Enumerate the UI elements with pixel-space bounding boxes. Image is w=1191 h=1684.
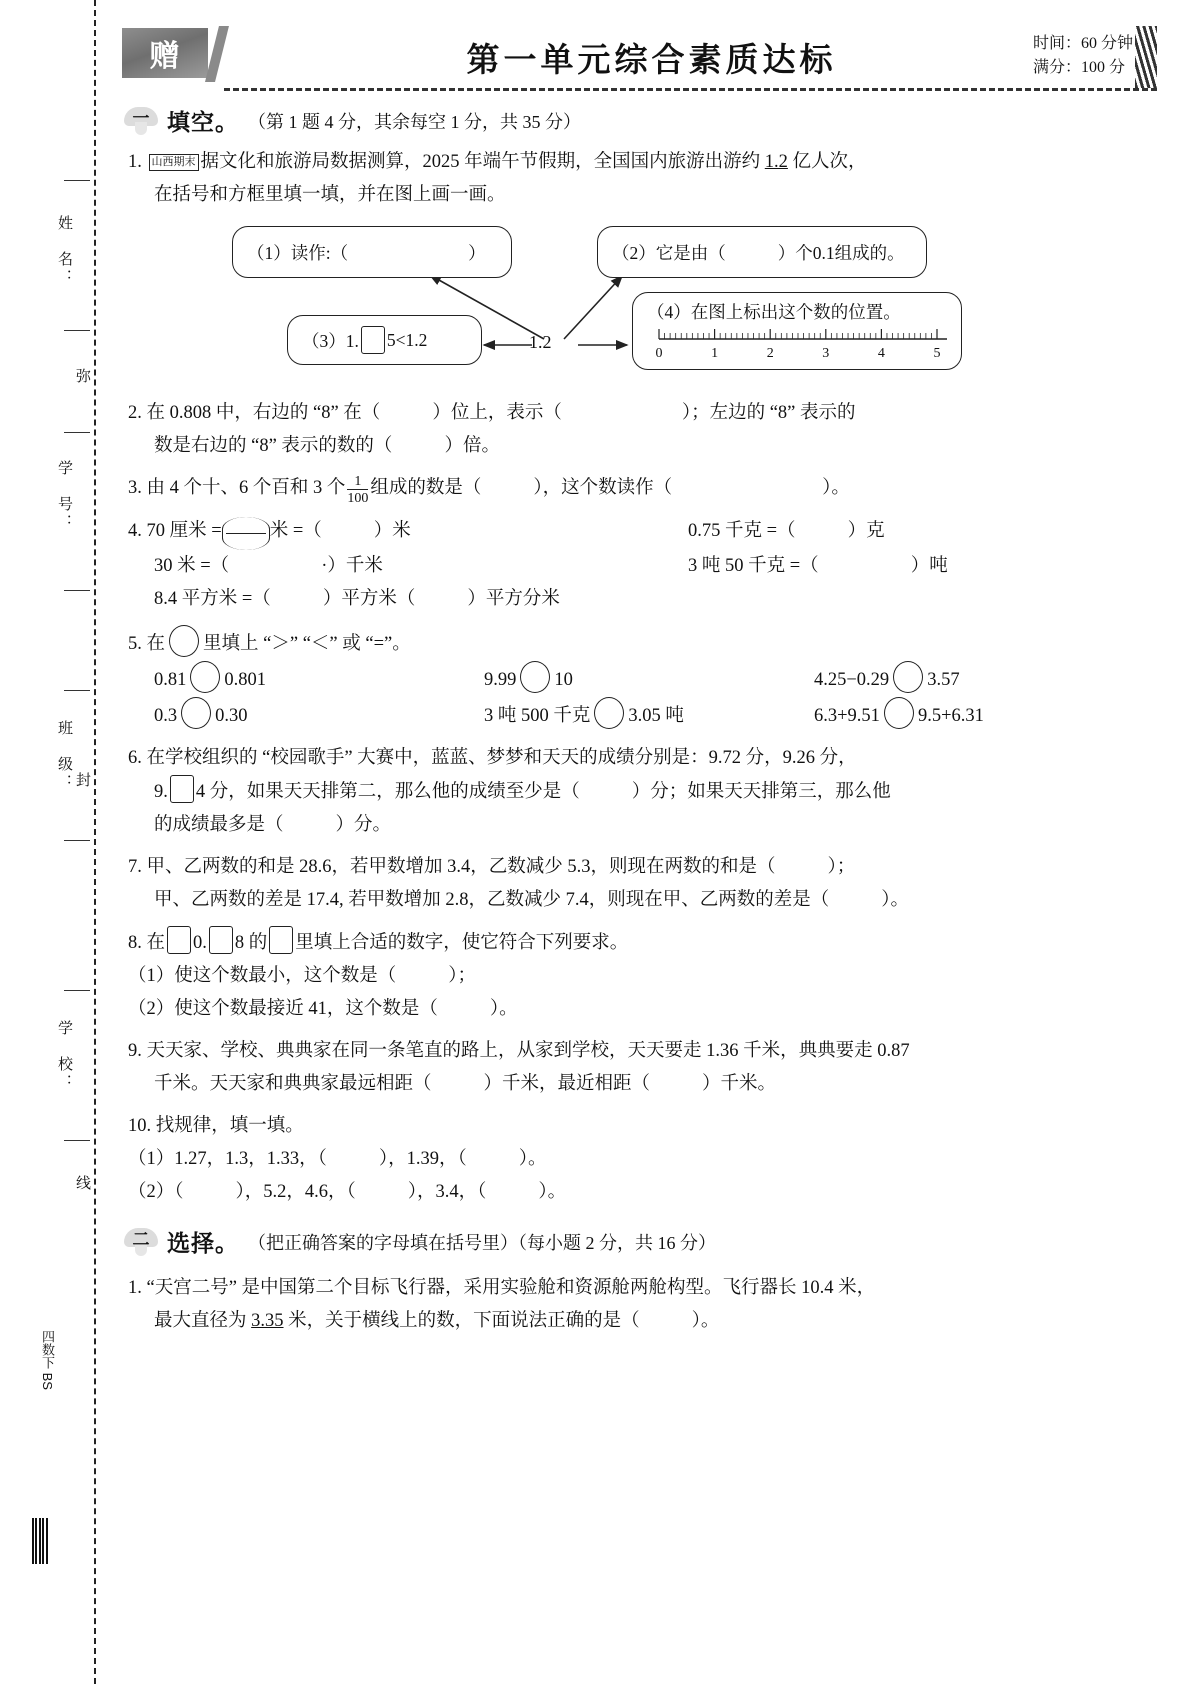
q4-r2c2a: 3 吨 50 千克 =（ <box>688 556 819 576</box>
q3-text-c: ），这个数读作（ <box>533 478 673 498</box>
q9-line2b: ）千米，最近相距（ <box>483 1074 651 1094</box>
q5-compare-circle[interactable] <box>520 661 550 693</box>
q5-prompt-a: 在 <box>146 634 166 654</box>
q6-line3a: 的成绩最多是（ <box>154 815 284 835</box>
q8-sub1-b: ）； <box>448 966 477 986</box>
q5-prompt-circle[interactable] <box>169 625 199 657</box>
gift-badge-label: 赠 <box>149 40 181 73</box>
q1-box2-a: （2）它是由（ <box>612 242 726 263</box>
q4-r2c2b: ）吨 <box>910 556 948 576</box>
seal-char-1: 弥 <box>74 368 91 383</box>
q7-line2a: 甲、乙两数的差是 17.4, 若甲数增加 2.8，乙数减少 7.4，则现在甲、乙两数的差是（ <box>154 890 830 910</box>
footer-code: 四数下 BS <box>40 1330 55 1390</box>
q5-compare-circle[interactable] <box>893 661 923 693</box>
q4-r1c2a: 0.75 千克 =（ <box>688 521 796 541</box>
q8-text-a: 在 <box>146 933 166 953</box>
section-index-2: 二 <box>132 1229 150 1249</box>
section-index-1: 一 <box>132 108 150 128</box>
q5-compare-circle[interactable] <box>884 697 914 729</box>
margin-field-class: 班 级： <box>56 720 73 792</box>
exam-meta <box>1033 32 1133 80</box>
section-note-1: （第 1 题 4 分，其余每空 1 分，共 35 分） <box>248 111 581 132</box>
q1-box3-digit-blank[interactable] <box>361 326 385 354</box>
exam-total-score: 满分：100 分 <box>1032 59 1125 76</box>
q5-r1c2-left: 6.3+9.51 <box>814 706 880 726</box>
s2q1-line2c: ）。 <box>691 1311 720 1331</box>
q8-sub2-b: ）。 <box>489 999 518 1019</box>
q4-number: 4. <box>128 521 142 541</box>
question-5 <box>128 625 1191 733</box>
section-name-1: 填空。 <box>167 110 239 135</box>
q1-box4-text: （4）在图上标出这个数的位置。 <box>647 302 901 322</box>
q4-r3b: ）平方米（ <box>322 589 416 609</box>
q8-sub2-a: （2）使这个数最接近 41，这个数是（ <box>128 999 438 1019</box>
page-header <box>112 0 1191 92</box>
q8-digit-blank-1[interactable] <box>167 926 191 954</box>
q1-diagram <box>112 220 1191 388</box>
q5-r1c2-right: 9.5+6.31 <box>917 706 984 726</box>
q5-compare-circle[interactable] <box>181 697 211 729</box>
q4-r2c1b: ·）千米 <box>321 556 383 576</box>
q4-r1c1c: ）米 <box>373 521 411 541</box>
q1-box-3 <box>287 315 482 365</box>
q7-line1a: 甲、乙两数的和是 28.6，若甲数增加 3.4，乙数减少 5.3，则现在两数的和是（ <box>146 857 776 877</box>
q10-sub2-b: ），5.2，4.6，（ <box>235 1182 356 1202</box>
page-title: 第一单元综合素质达标 <box>466 43 837 79</box>
q5-r0c2-right: 3.57 <box>927 670 960 690</box>
q1-number: 1. <box>128 152 142 172</box>
barcode-icon <box>32 1518 48 1564</box>
question-6 <box>128 742 1191 842</box>
q1-box-2 <box>597 226 927 278</box>
s2q1-line2b: 米，关于横线上的数，下面说法正确的是（ <box>283 1311 640 1331</box>
q8-digit-blank-2[interactable] <box>209 926 233 954</box>
q6-line2b: 4 分，如果天天排第二，那么他的成绩至少是（ <box>195 782 580 802</box>
q2-line2b: ）倍。 <box>444 436 500 456</box>
exam-time: 时间：60 分钟 <box>1032 35 1133 52</box>
numberline-tick-1: 1 <box>711 346 719 361</box>
q5-compare-circle[interactable] <box>594 697 624 729</box>
q1-box-1 <box>232 226 512 278</box>
q5-r1c1-left: 3 吨 500 千克 <box>484 706 591 726</box>
s2q1-line2a: 最大直径为 <box>154 1311 252 1331</box>
q2-number: 2. <box>128 403 142 423</box>
q4-r2c1a: 30 米 =（ <box>154 556 230 576</box>
header-stripe-decoration <box>1135 26 1157 88</box>
q6-line1: 在学校组织的 “校园歌手” 大赛中，蓝蓝、梦梦和天天的成绩分别是：9.72 分，9.26 分， <box>146 748 857 768</box>
q10-sub1-b: ），1.39，（ <box>378 1149 467 1169</box>
numberline-tick-4: 4 <box>877 346 885 361</box>
question-10 <box>128 1110 1191 1209</box>
s2q1-underlined-value: 3.35 <box>251 1311 284 1331</box>
q4-r1c1b: 米 =（ <box>269 521 322 541</box>
q10-sub2-d: ）。 <box>538 1182 567 1202</box>
q4-r3a: 8.4 平方米 =（ <box>154 589 271 609</box>
q1-box3-b: 5<1.2 <box>386 329 428 350</box>
q5-r0c0-right: 0.801 <box>224 670 266 690</box>
numberline-tick-2: 2 <box>766 346 774 361</box>
section-note-2: （把正确答案的字母填在括号里）（每小题 2 分，共 16 分） <box>248 1232 716 1253</box>
q8-digit-blank-3[interactable] <box>269 926 293 954</box>
q5-r0c1-left: 9.99 <box>484 670 517 690</box>
q1-line1b: 亿人次， <box>787 152 867 172</box>
q1-box3-a: （3）1. <box>302 330 359 351</box>
q10-sub2-a: （2）（ <box>128 1182 184 1202</box>
q5-number: 5. <box>128 634 142 654</box>
q10-sub2-c: ），3.4，（ <box>407 1182 487 1202</box>
section-name-2: 选择。 <box>167 1231 239 1256</box>
question-3 <box>128 472 1191 506</box>
section-heading-2 <box>124 1225 1191 1258</box>
q3-text-b: 组成的数是（ <box>370 478 482 498</box>
q8-text-b: 0. <box>193 933 207 953</box>
q5-r0c0-left: 0.81 <box>154 670 187 690</box>
q4-r1c1a: 70 厘米 = <box>146 521 222 541</box>
binding-margin <box>0 0 94 1684</box>
q9-line2c: ）千米。 <box>702 1074 777 1094</box>
q1-source-tag: 山西期末 <box>149 154 199 171</box>
q10-number: 10. <box>128 1116 152 1136</box>
q6-line2a: 9. <box>154 782 168 802</box>
margin-field-school: 学 校： <box>56 1020 73 1092</box>
question-4 <box>128 515 1191 616</box>
numberline-tick-3: 3 <box>822 346 830 361</box>
mushroom-icon <box>124 107 158 135</box>
seal-char-2: 封 <box>74 772 91 787</box>
q3-text-d: ）。 <box>822 478 850 498</box>
q9-line1: 天天家、学校、典典家在同一条笔直的路上，从家到学校，天天要走 1.36 千米，典典要走 0.87 <box>146 1041 910 1061</box>
q9-number: 9. <box>128 1041 142 1061</box>
q8-text-c: 8 的 <box>234 933 268 953</box>
q8-number: 8. <box>128 933 142 953</box>
q8-text-d: 里填上合适的数字，使它符合下列要求。 <box>295 933 629 953</box>
q1-box1-text: （1）读作:（ <box>247 242 349 263</box>
q6-line3b: ）分。 <box>335 815 392 835</box>
q5-r1c0-right: 0.30 <box>215 706 248 726</box>
q5-r0c2-left: 4.25−0.29 <box>814 670 890 690</box>
q1-line1a: 据文化和旅游局数据测算，2025 年端午节假期，全国国内旅游出游约 <box>200 152 765 172</box>
question-9 <box>128 1035 1191 1101</box>
q8-sub1-a: （1）使这个数最小，这个数是（ <box>128 966 397 986</box>
q1-number-line <box>653 323 953 363</box>
q5-prompt-b: 里填上 “＞” “＜” 或 “=”。 <box>203 634 411 654</box>
q2-line1b: ）位上，表示（ <box>432 403 562 423</box>
q3-frac-numerator: 1 <box>354 474 362 489</box>
q2-line1c: ）；左边的 “8” 表示的 <box>681 403 856 423</box>
q2-line2a: 数是右边的 “8” 表示的数的（ <box>154 436 393 456</box>
q7-line1b: ）； <box>827 857 856 877</box>
question-2 <box>128 397 1191 463</box>
margin-field-id: 学 号： <box>56 460 73 532</box>
binding-dashed-line <box>94 0 96 1684</box>
s2q1-line1: “天宫二号” 是中国第二个目标飞行器，采用实验舱和资源舱两舱构型。飞行器长 10.4 米， <box>146 1278 876 1298</box>
q3-frac-denominator: 100 <box>347 491 369 506</box>
q6-line2c: ）分；如果天天排第三，那么他 <box>631 782 891 802</box>
q5-r1c1-right: 3.05 吨 <box>628 706 684 726</box>
q7-line2b: ）。 <box>881 890 910 910</box>
header-divider <box>224 88 1157 91</box>
numberline-tick-5: 5 <box>933 346 941 361</box>
question-7 <box>128 851 1191 917</box>
q1-line2: 在括号和方框里填一填，并在图上画一画。 <box>154 185 506 205</box>
q9-line2a: 千米。天天家和典典家最远相距（ <box>154 1074 432 1094</box>
q3-fraction <box>347 474 368 506</box>
q10-sub1-c: ）。 <box>518 1149 547 1169</box>
q6-digit-blank[interactable] <box>170 775 194 803</box>
q2-line1a: 在 0.808 中，右边的 “8” 在（ <box>146 403 381 423</box>
q1-center-value: 1.2 <box>529 332 552 352</box>
margin-field-name: 姓 名： <box>56 215 73 287</box>
q1-box1-end: ） <box>468 242 486 263</box>
q3-text-a: 由 4 个十、6 个百和 3 个 <box>146 478 346 498</box>
q1-underlined-value: 1.2 <box>764 152 788 172</box>
q4-r3c: ）平方分米 <box>467 589 560 609</box>
q10-prompt: 找规律，填一填。 <box>155 1116 304 1136</box>
q6-number: 6. <box>128 748 142 768</box>
seal-char-3: 线 <box>74 1175 91 1190</box>
q4-r1c2b: ）克 <box>847 521 885 541</box>
q1-box-4 <box>632 292 962 370</box>
q3-number: 3. <box>128 478 142 498</box>
q1-box2-b: ）个0.1组成的。 <box>777 242 905 263</box>
q10-sub1-a: （1）1.27，1.3，1.33，（ <box>128 1149 327 1169</box>
question-8 <box>128 926 1191 1026</box>
question-1 <box>128 146 1191 212</box>
section-heading-1 <box>124 104 1191 137</box>
mushroom-icon <box>124 1228 158 1256</box>
section2-question-1 <box>128 1272 1191 1338</box>
numberline-tick-0: 0 <box>655 346 663 361</box>
q5-r0c1-right: 10 <box>554 670 573 690</box>
q5-r1c0-left: 0.3 <box>154 706 178 726</box>
s2q1-number: 1. <box>128 1278 142 1298</box>
q5-compare-circle[interactable] <box>190 661 220 693</box>
q4-fraction-blank[interactable] <box>222 517 270 550</box>
q7-number: 7. <box>128 857 142 877</box>
